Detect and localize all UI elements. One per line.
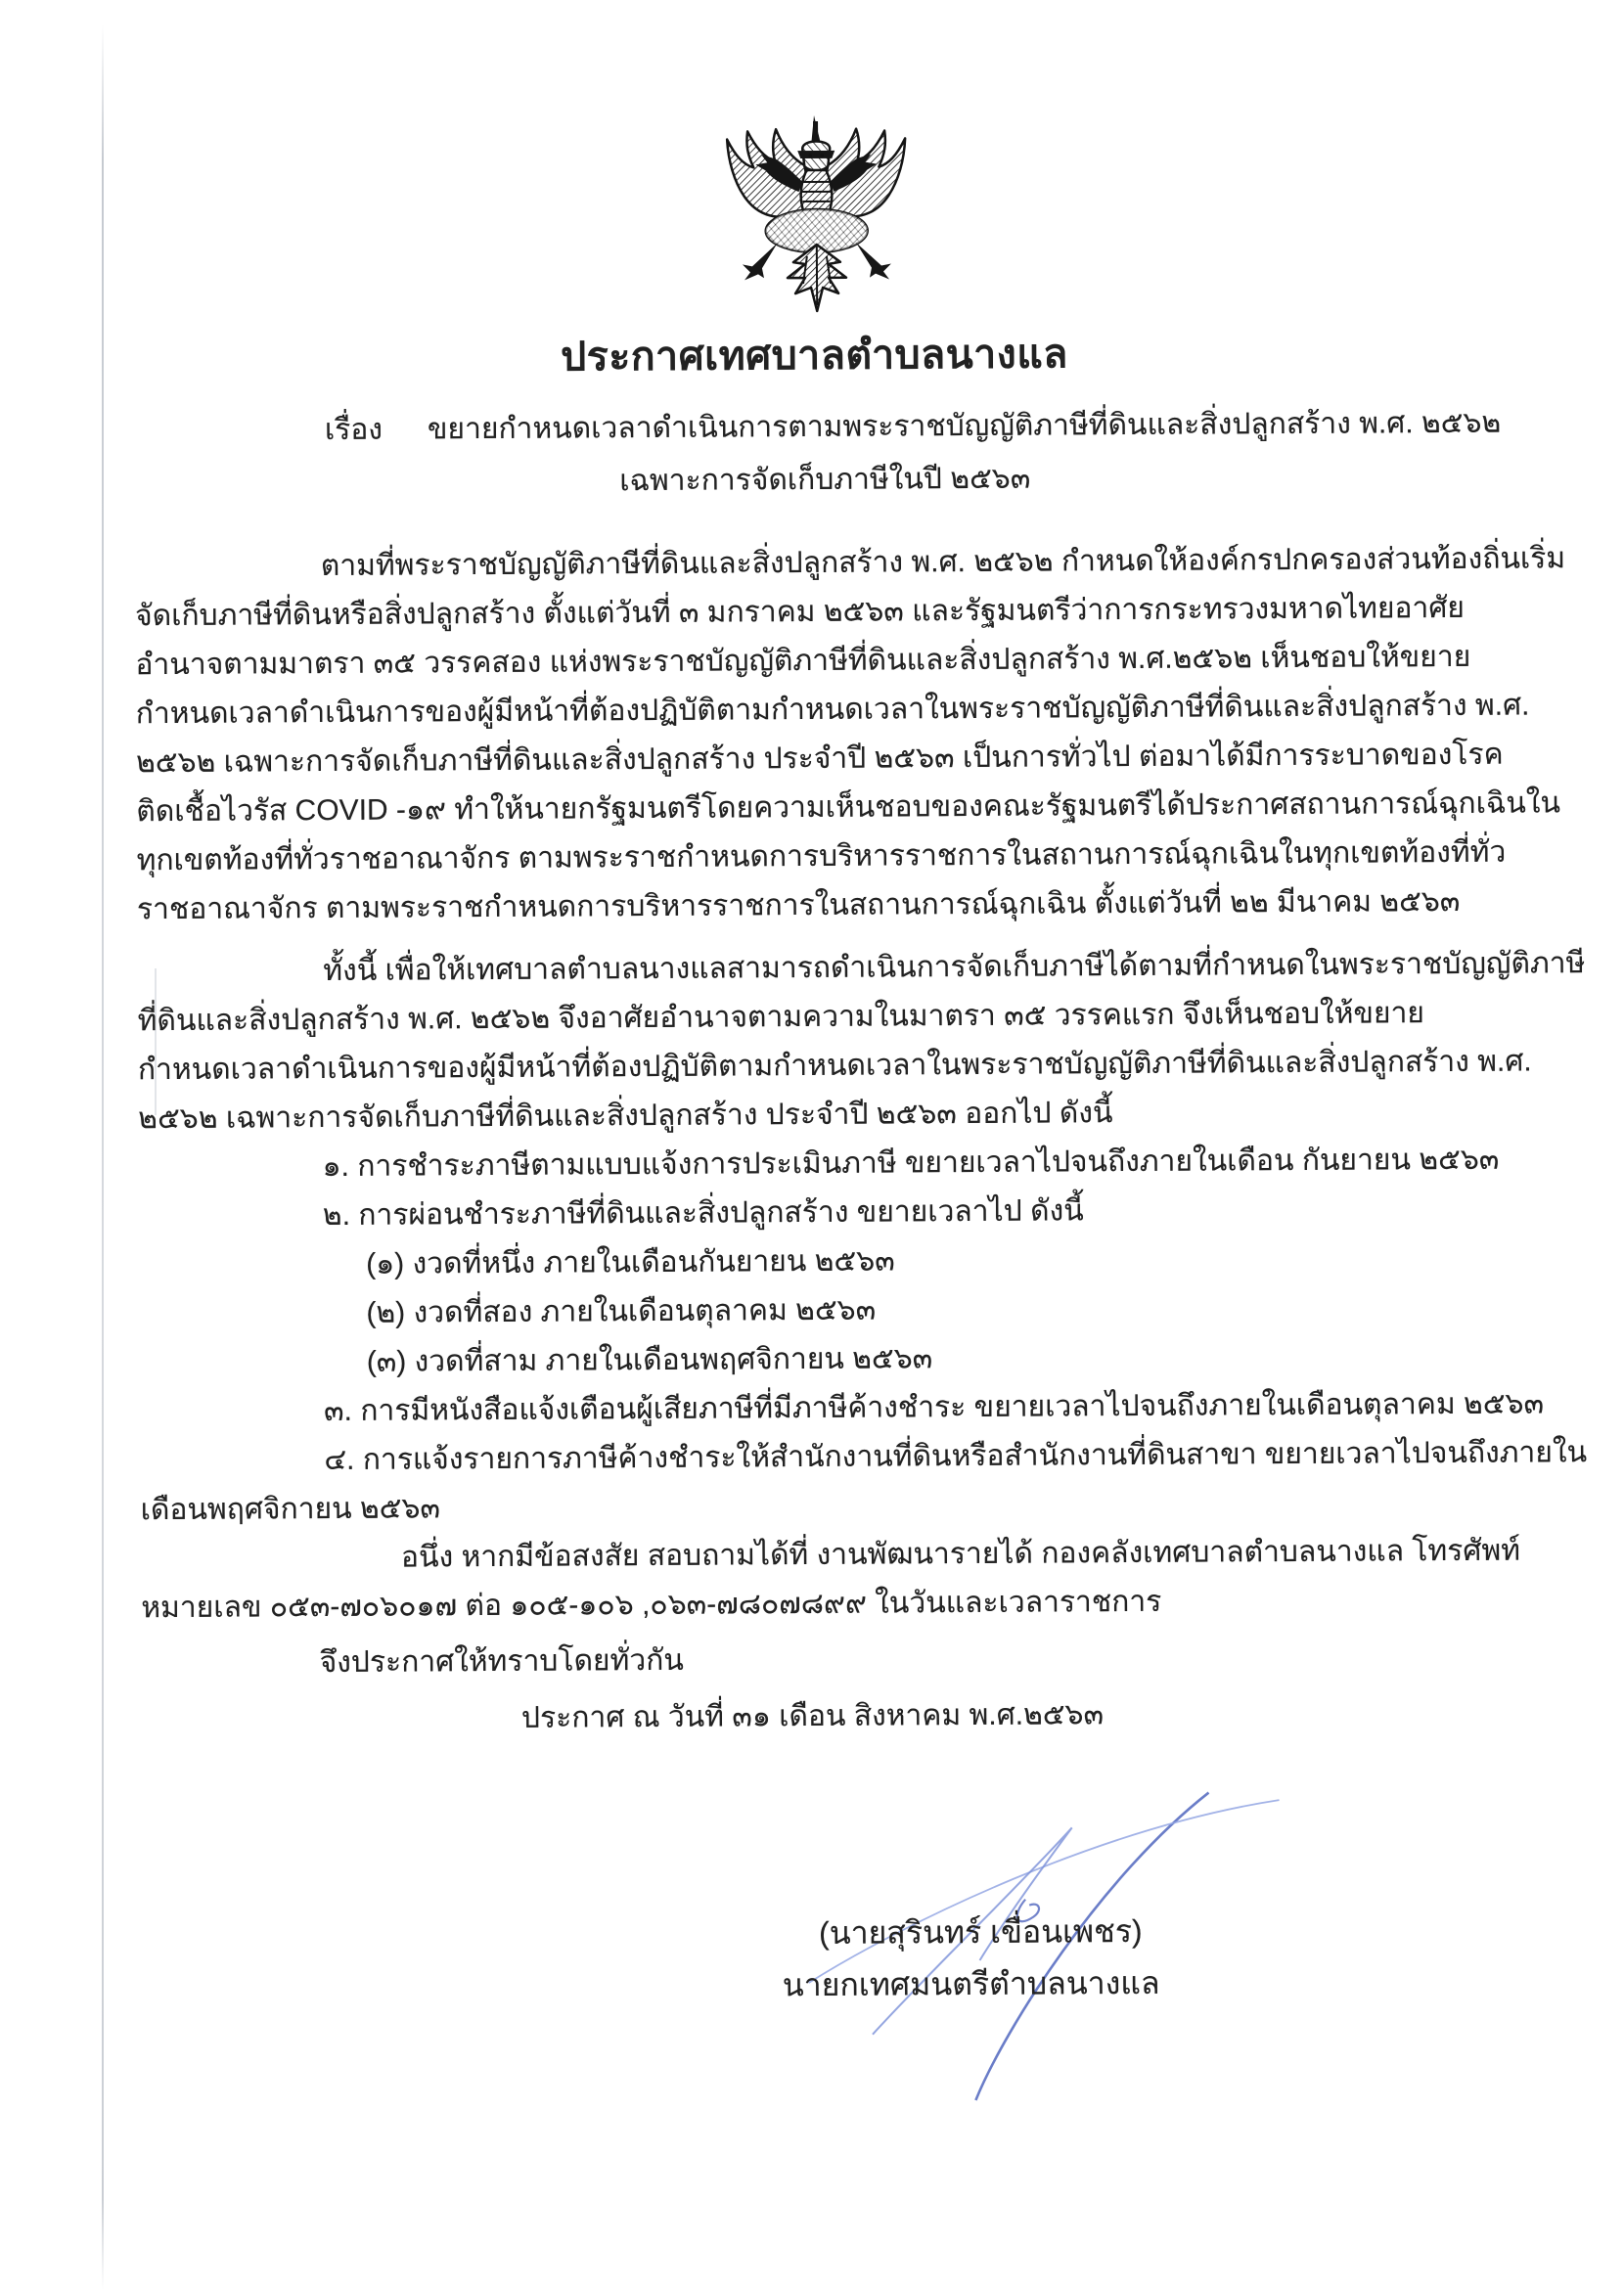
signer-title: นายกเทศมนตรีตำบลนางแล [782, 1964, 1160, 2003]
paragraph2-line: ทั้งนี้ เพื่อให้เทศบาลตำบลนางแลสามารถดำเนินการจัดเก็บภาษีได้ตามที่กำหนดในพระราชบัญญัติภาษี [323, 947, 1586, 988]
document-title: ประกาศเทศบาลตำบลนางแล [561, 331, 1068, 380]
list-sub-item: (๓) งวดที่สาม ภายในเดือนพฤศจิกายน ๒๕๖๓ [366, 1342, 933, 1378]
subject-line-2: เฉพาะการจัดเก็บภาษีในปี ๒๕๖๓ [619, 462, 1031, 498]
paragraph1-line: กำหนดเวลาดำเนินการของผู้มีหน้าที่ต้องปฏิบัติตามกำหนดเวลาในพระราชบัญญัติภาษีที่ดินและสิ่งปลูกสร้าง พ.ศ. [135, 689, 1530, 731]
paragraph1-line: ติดเชื้อไวรัส COVID -๑๙ ทำให้นายกรัฐมนตรีโดยความเห็นชอบของคณะรัฐมนตรีได้ประกาศสถานการณ์ฉุกเฉินใน [136, 786, 1561, 829]
garuda-emblem-icon [716, 109, 917, 315]
list-sub-item: (๑) งวดที่หนึ่ง ภายในเดือนกันยายน ๒๕๖๓ [366, 1244, 895, 1280]
paragraph1-line: ทุกเขตท้องที่ทั่วราชอาณาจักร ตามพระราชกำหนดการบริหารราชการในสถานการณ์ฉุกเฉินในทุกเขตท้องที่ทั่ว [136, 835, 1507, 877]
list-item-4: ๔. การแจ้งรายการภาษีค้างชำระให้สำนักงานที่ดินหรือสำนักงานที่ดินสาขา ขยายเวลาไปจนถึงภายใน [324, 1436, 1588, 1477]
paragraph1-line: ๒๕๖๒ เฉพาะการจัดเก็บภาษีที่ดินและสิ่งปลูกสร้าง ประจำปี ๒๕๖๓ เป็นการทั่วไป ต่อมาได้มีการระบาดของโรค [135, 738, 1504, 780]
paragraph1-line: จัดเก็บภาษีที่ดินหรือสิ่งปลูกสร้าง ตั้งแต่วันที่ ๓ มกราคม ๒๕๖๓ และรัฐมนตรีว่าการกระทรวงมหาดไทยอาศัย [135, 591, 1466, 633]
paragraph1-line: ราชอาณาจักร ตามพระราชกำหนดการบริหารราชการในสถานการณ์ฉุกเฉิน ตั้งแต่วันที่ ๒๒ มีนาคม ๒๕๖๓ [136, 884, 1461, 926]
list-item-1: ๑. การชำระภาษีตามแบบแจ้งการประเมินภาษี ขยายเวลาไปจนถึงภายในเดือน กันยายน ๒๕๖๓ [322, 1143, 1500, 1184]
note-line: หมายเลข ๐๕๓-๗๐๖๐๑๗ ต่อ ๑๐๕-๑๐๖ ,๐๖๓-๗๘๐๗๘๙๙ ในวันและเวลาราชการ [141, 1585, 1162, 1625]
list-item-2: ๒. การผ่อนชำระภาษีที่ดินและสิ่งปลูกสร้าง ขยายเวลาไป ดังนี้ [322, 1194, 1084, 1233]
list-sub-item: (๒) งวดที่สอง ภายในเดือนตุลาคม ๒๕๖๓ [366, 1293, 877, 1329]
list-item-4-continuation: เดือนพฤศจิกายน ๒๕๖๓ [140, 1492, 441, 1527]
paragraph1-line: อำนาจตามมาตรา ๓๕ วรรคสอง แห่งพระราชบัญญัติภาษีที่ดินและสิ่งปลูกสร้าง พ.ศ.๒๕๖๒ เห็นชอบให้ขยาย [135, 640, 1471, 682]
paragraph2-line: กำหนดเวลาดำเนินการของผู้มีหน้าที่ต้องปฏิบัติตามกำหนดเวลาในพระราชบัญญัติภาษีที่ดินและสิ่งปลูกสร้าง พ.ศ. [137, 1045, 1532, 1087]
signer-name: (นายสุรินทร์ เขื่อนเพชร) [818, 1912, 1143, 1951]
closing-statement: จึงประกาศให้ทราบโดยทั่วกัน [319, 1643, 684, 1680]
paragraph2-line: ๒๕๖๒ เฉพาะการจัดเก็บภาษีที่ดินและสิ่งปลูกสร้าง ประจำปี ๒๕๖๓ ออกไป ดังนี้ [138, 1097, 1113, 1136]
subject-line-1: ขยายกำหนดเวลาดำเนินการตามพระราชบัญญัติภาษีที่ดินและสิ่งปลูกสร้าง พ.ศ. ๒๕๖๒ [427, 406, 1502, 446]
list-item-3: ๓. การมีหนังสือแจ้งเตือนผู้เสียภาษีที่มีภาษีค้างชำระ ขยายเวลาไปจนถึงภายในเดือนตุลาคม ๒๕๖๓ [323, 1387, 1545, 1428]
paragraph2-line: ที่ดินและสิ่งปลูกสร้าง พ.ศ. ๒๕๖๒ จึงอาศัยอำนาจตามความในมาตรา ๓๕ วรรคแรก จึงเห็นชอบให้ขยาย [137, 997, 1425, 1038]
paragraph1-line: ตามที่พระราชบัญญัติภาษีที่ดินและสิ่งปลูกสร้าง พ.ศ. ๒๕๖๒ กำหนดให้องค์กรปกครองส่วนท้องถิ่นเริ่ม [320, 542, 1566, 583]
note-line: อนึ่ง หากมีข้อสงสัย สอบถามได้ที่ งานพัฒนารายได้ กองคลังเทศบาลตำบลนางแล โทรศัพท์ [400, 1534, 1521, 1574]
announcement-date-line: ประกาศ ณ วันที่ ๓๑ เดือน สิงหาคม พ.ศ.๒๕๖๓ [520, 1698, 1105, 1734]
subject-label: เรื่อง [324, 413, 383, 447]
